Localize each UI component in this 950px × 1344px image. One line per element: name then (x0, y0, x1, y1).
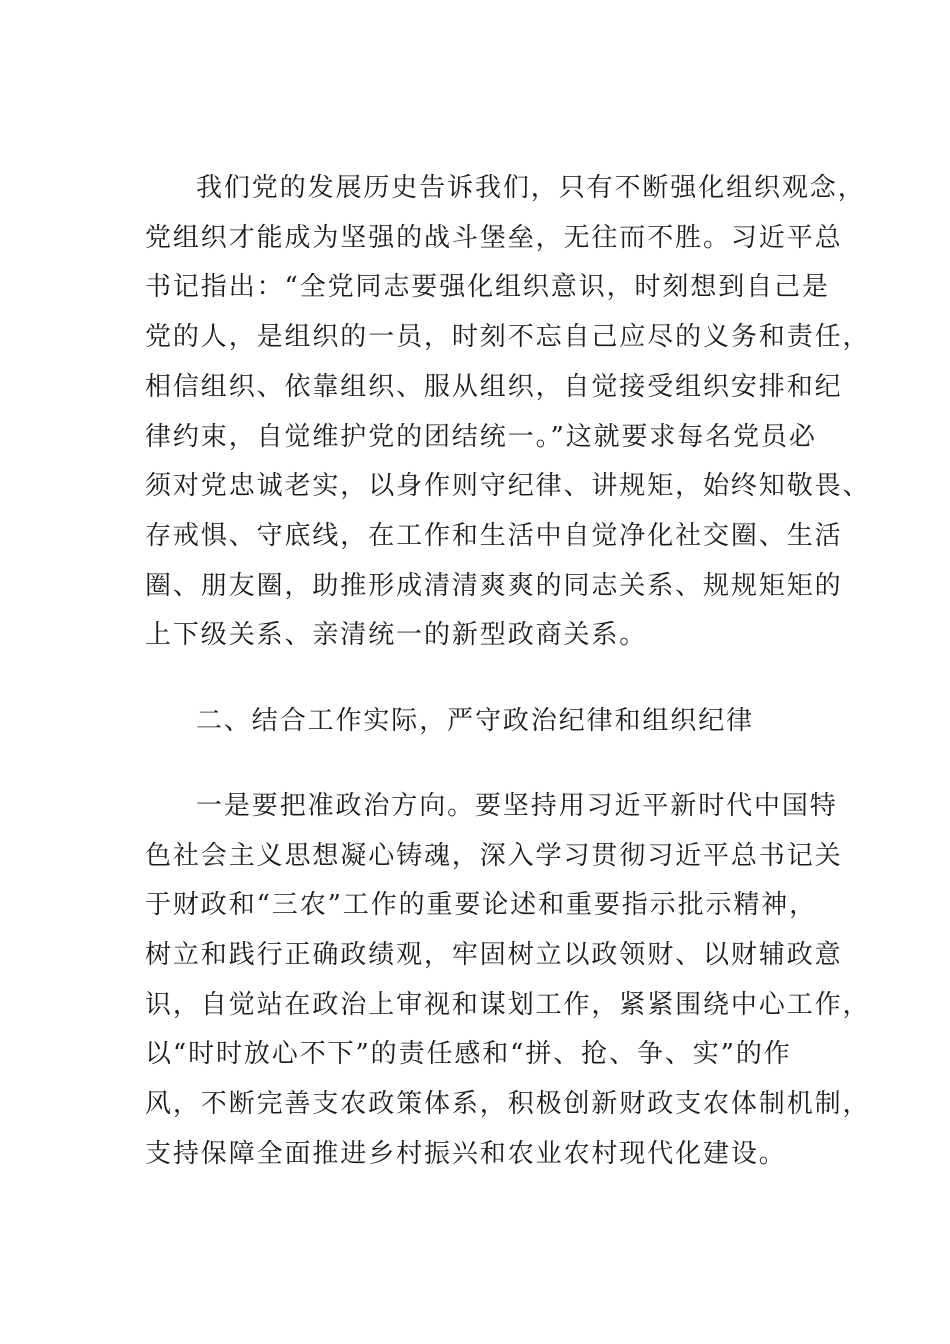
paragraph-2-line-4: 树立和践行正确政绩观，牢固树立以政领财、以财辅政意 (145, 940, 843, 970)
paragraph-1-line-4: 党的人，是组织的一员，时刻不忘自己应尽的义务和责任， (145, 322, 871, 352)
paragraph-1-line-3: 书记指出：“全党同志要强化组织意识，时刻想到自己是 (145, 272, 830, 302)
paragraph-1-line-2: 党组织才能成为坚强的战斗堡垒，无往而不胜。习近平总 (145, 223, 843, 253)
paragraph-1-line-8: 存戒惧、守底线，在工作和生活中自觉净化社交圈、生活 (145, 521, 843, 551)
paragraph-1-line-10: 上下级关系、亲清统一的新型政商关系。 (145, 620, 648, 650)
paragraph-2-line-6: 以“时时放心不下”的责任感和“拼、抢、争、实”的作 (145, 1039, 792, 1069)
paragraph-1-line-1: 我们党的发展历史告诉我们，只有不断强化组织观念， (196, 173, 866, 203)
paragraph-2-line-8: 支持保障全面推进乡村振兴和农业农村现代化建设。 (145, 1139, 787, 1169)
paragraph-2-line-5: 识，自觉站在政治上审视和谋划工作，紧紧围绕中心工作， (145, 990, 871, 1020)
paragraph-2-line-3: 于财政和“三农”工作的重要论述和重要指示批示精神， (145, 890, 818, 920)
section-heading: 二、结合工作实际，严守政治纪律和组织纪律 (196, 706, 755, 736)
paragraph-1-line-9: 圈、朋友圈，助推形成清清爽爽的同志关系、规规矩矩的 (145, 571, 843, 601)
paragraph-2-line-1: 一是要把准政治方向。要坚持用习近平新时代中国特 (196, 791, 838, 821)
paragraph-1-line-6: 律约束，自觉维护党的团结统一。”这就要求每名党员必 (145, 422, 817, 452)
paragraph-1-line-7: 须对党忠诚老实，以身作则守纪律、讲规矩，始终知敬畏、 (145, 471, 871, 501)
paragraph-1-line-5: 相信组织、依靠组织、服从组织，自觉接受组织安排和纪 (145, 372, 843, 402)
paragraph-2-line-2: 色社会主义思想凝心铸魂，深入学习贯彻习近平总书记关 (145, 841, 843, 871)
paragraph-2-line-7: 风，不断完善支农政策体系，积极创新财政支农体制机制， (145, 1089, 871, 1119)
